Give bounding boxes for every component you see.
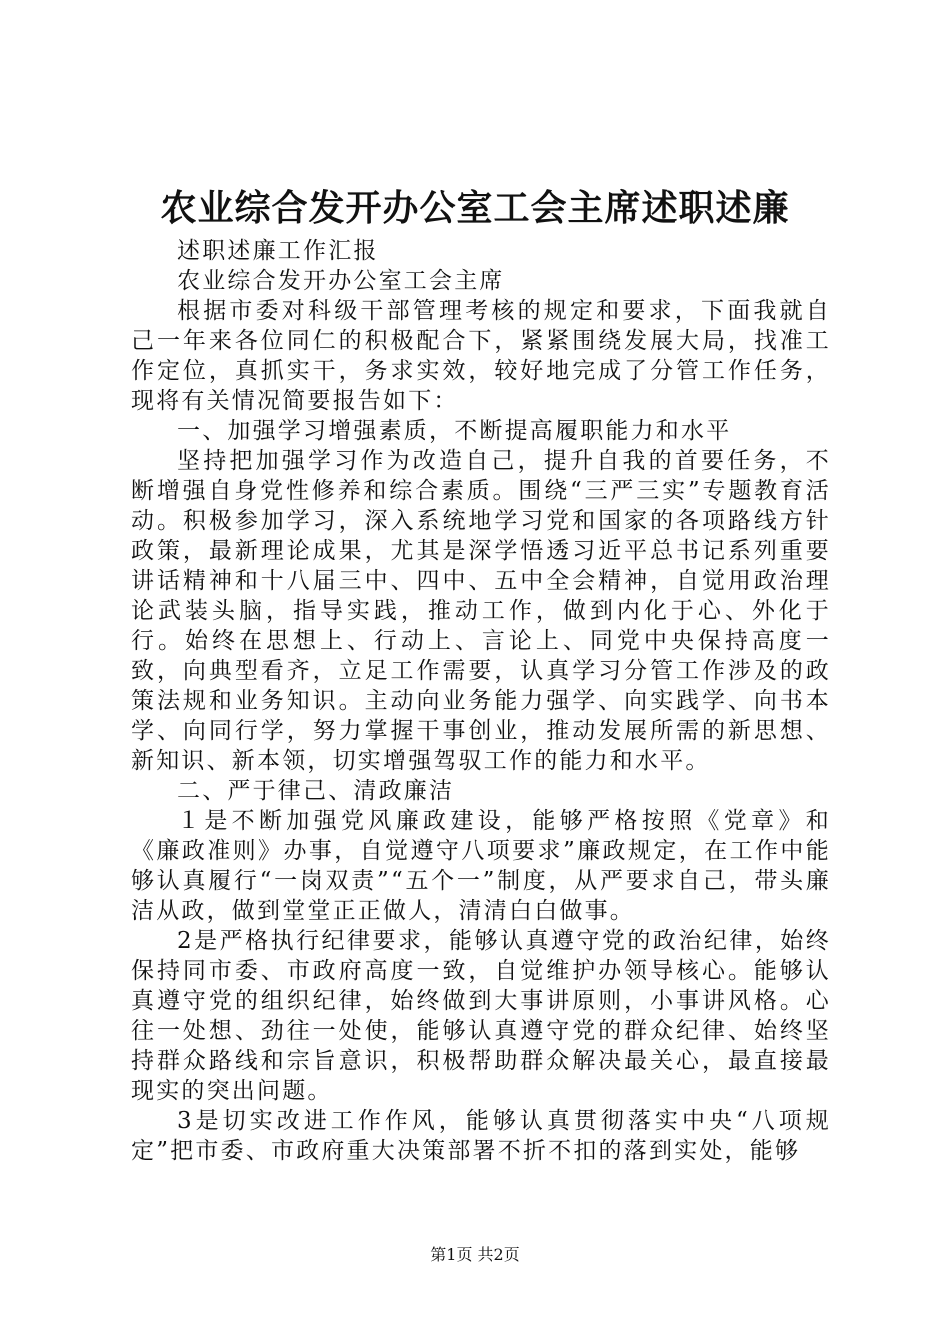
page-number-footer: 第1页 共2页 [430,1245,520,1264]
section-heading-1: 一、加强学习增强素质，不断提高履职能力和水平 [177,418,732,444]
document-title: 农业综合发开办公室工会主席述职述廉 [160,187,790,229]
section-2-item-2: 2是严格执行纪律要求，能够认真遵守党的政治纪律，始终保持同市委、市政府高度一致，自觉维护办领导核心。能够认真遵守党的组织纪律，始终做到大事讲原则，小事讲风格。心往一处想、劲往一处使，能够认真遵守党的群众纪律、始终坚持群众路线和宗旨意识，积极帮助群众解决最关心，最直接最现实的突出问题。 [131,928,831,1104]
section-2-item-1: １是不断加强党风廉政建设，能够严格按照《党章》和《廉政准则》办事，自觉遵守八项要求”廉政规定，在工作中能够认真履行“一岗双责”“五个一”制度，从严要求自己，带头廉洁从政，做到堂堂正正做人，清清白白做事。 [131,808,831,924]
author-line: 农业综合发开办公室工会主席 [177,268,505,294]
document-body [131,236,831,1166]
report-heading: 述职述廉工作汇报 [177,238,379,264]
section-heading-2: 二、严于律己、清政廉洁 [177,778,455,804]
intro-paragraph: 根据市委对科级干部管理考核的规定和要求，下面我就自己一年来各位同仁的积极配合下，紧紧围绕发展大局，找准工作定位，真抓实干，务求实效，较好地完成了分管工作任务，现将有关情况简要报告如下： [131,298,831,414]
section-2-item-3: 3是切实改进工作作风，能够认真贯彻落实中央“八项规定”把市委、市政府重大决策部署不折不扣的落到实处，能够 [131,1108,831,1164]
section-1-paragraph: 坚持把加强学习作为改造自己，提升自我的首要任务，不断增强自身党性修养和综合素质。围绕“三严三实”专题教育活动。积极参加学习，深入系统地学习党和国家的各项路线方针政策，最新理论成果，尤其是深学悟透习近平总书记系列重要讲话精神和十八届三中、四中、五中全会精神，自觉用政治理论武装头脑，指导实践，推动工作，做到内化于心、外化于行。始终在思想上、行动上、言论上、同党中央保持高度一致，向典型看齐，立足工作需要，认真学习分管工作涉及的政策法规和业务知识。主动向业务能力强学、向实践学、向书本学、向同行学，努力掌握干事创业，推动发展所需的新思想、新知识、新本领，切实增强驾驭工作的能力和水平。 [131,448,831,774]
